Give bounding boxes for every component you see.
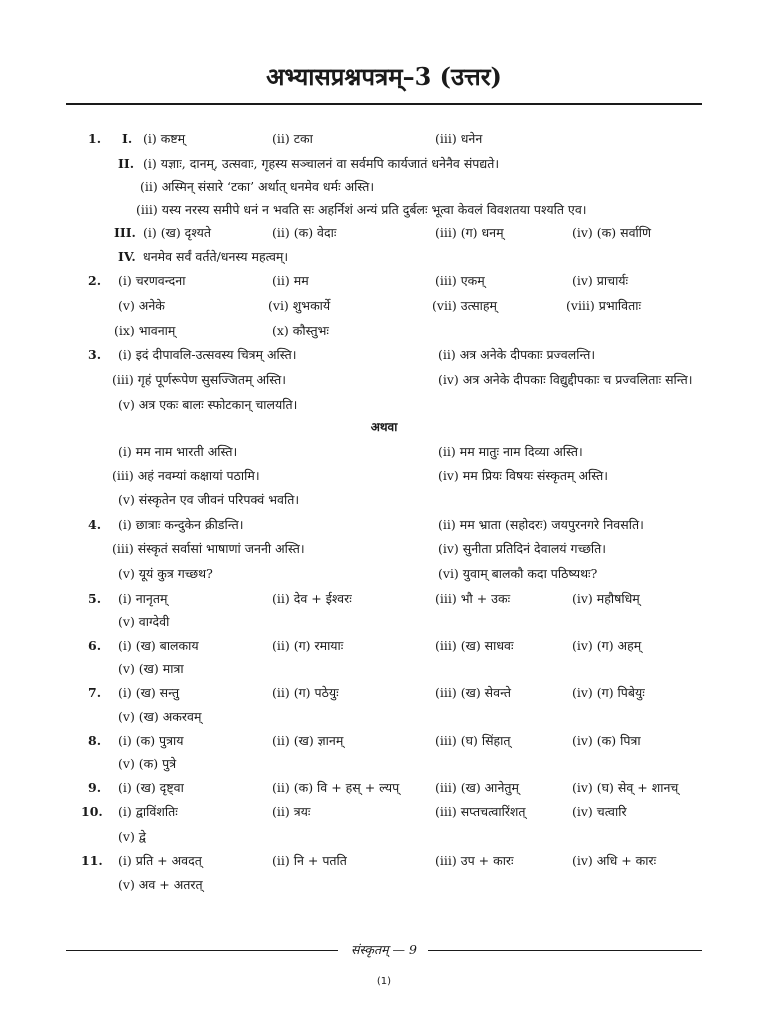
answer-text: (i) मम नाम भारती अस्ति। (118, 444, 238, 459)
answer-row (0, 682, 768, 704)
answer-text: (v) यूयं कुत्र गच्छथ? (118, 566, 213, 581)
answer-text: (iii) (ख) साधवः (435, 638, 514, 653)
answer-text: (i) द्वाविंशतिः (118, 804, 178, 819)
answer-row (0, 826, 768, 848)
title-divider (66, 103, 702, 105)
answer-text: (v) (ख) अकरवम् (118, 709, 202, 724)
answer-text: (i) नानृतम् (118, 591, 168, 606)
question-number: 2. (88, 273, 102, 288)
answer-text: (iii) (घ) सिंहात् (435, 733, 511, 748)
answer-row (0, 777, 768, 799)
answer-row (0, 563, 768, 585)
answer-row (0, 369, 768, 391)
answer-text: (iv) (ग) पिबेयुः (572, 685, 645, 700)
answer-text: (iii) यस्य नरस्य समीपे धनं न भवति सः अहर्निशं अन्यं प्रति दुर्बलः भूत्वा केवलं विवशतया पश्यति एव। (136, 202, 587, 217)
question-number: 1. (88, 131, 102, 146)
answer-text: (iii) (ख) सेवन्ते (435, 685, 512, 700)
answer-text: (iii) (ख) आनेतुम् (435, 780, 519, 795)
answer-text: (x) कौस्तुभः (272, 323, 329, 338)
sub-question-label: IV. (118, 249, 136, 264)
question-number: 3. (88, 347, 102, 362)
answer-text: (iv) (ग) अहम् (572, 638, 642, 653)
answer-row (0, 538, 768, 560)
answer-text: (i) चरणवन्दना (118, 273, 186, 288)
answer-row (0, 465, 768, 487)
sub-question-label: I. (122, 131, 133, 146)
answer-row (0, 730, 768, 752)
answer-text: (iii) धनेन (435, 131, 483, 146)
answer-text: (ii) टका (272, 131, 313, 146)
answer-row (0, 850, 768, 872)
answer-text: (iv) (क) पित्रा (572, 733, 641, 748)
answer-row (0, 514, 768, 536)
answer-text: (iv) महौषधिम् (572, 591, 640, 606)
answer-text: (vi) शुभकार्ये (268, 298, 331, 313)
answer-row (0, 222, 768, 244)
answer-text: (ii) मम मातुः नाम दिव्या अस्ति। (438, 444, 583, 459)
answer-text: (iii) गृहं पूर्णरूपेण सुसज्जितम् अस्ति। (112, 372, 286, 387)
answer-text: (ii) (ग) रमायाः (272, 638, 344, 653)
sub-question-label: III. (114, 225, 136, 240)
answer-text: (i) (ख) बालकाय (118, 638, 199, 653)
answer-row (0, 635, 768, 657)
answer-text: (ii) त्रयः (272, 804, 311, 819)
answer-text: (ii) मम (272, 273, 309, 288)
answer-text: (viii) प्रभाविताः (566, 298, 641, 313)
question-number: 8. (88, 733, 102, 748)
answer-text: (iv) (क) सर्वाणि (572, 225, 652, 240)
answer-text: (ii) (क) वेदाः (272, 225, 337, 240)
answer-row (0, 199, 768, 221)
answer-text: (i) प्रति + अवदत् (118, 853, 202, 868)
question-number: 10. (81, 804, 103, 819)
answer-row (0, 344, 768, 366)
answer-text: (iii) एकम् (435, 273, 485, 288)
answer-row (0, 295, 768, 317)
answer-text: (ii) मम भ्राता (सहोदरः) जयपुरनगरे निवसति। (438, 517, 644, 532)
answer-text: (i) कष्टम् (143, 131, 186, 146)
answer-text: (iv) प्राचार्यः (572, 273, 629, 288)
answer-text: (iii) सप्तचत्वारिंशत् (435, 804, 526, 819)
answer-text: (iv) मम प्रियः विषयः संस्कृतम् अस्ति। (438, 468, 608, 483)
answer-row (0, 176, 768, 198)
answer-row (0, 153, 768, 175)
answer-row (0, 128, 768, 150)
answer-text: (ii) (ग) पठेयुः (272, 685, 339, 700)
answer-text: (i) छात्राः कन्दुकेन क्रीडन्ति। (118, 517, 244, 532)
answer-text: (v) (ख) मात्रा (118, 661, 184, 676)
answer-text: (v) वाग्देवी (118, 614, 170, 629)
answer-text: (ii) अस्मिन् संसारे ‘टका’ अर्थात् धनमेव धर्मः अस्ति। (140, 179, 375, 194)
answer-text: (v) अनेके (118, 298, 165, 313)
answer-text: (ii) अत्र अनेके दीपकाः प्रज्वलन्ति। (438, 347, 596, 362)
answer-row (0, 246, 768, 268)
answer-text: (v) द्वे (118, 829, 146, 844)
answer-row (0, 753, 768, 775)
answer-text: (i) (ख) दृष्ट्वा (118, 780, 184, 795)
question-number: 4. (88, 517, 102, 532)
answer-text: (v) (क) पुत्रे (118, 756, 177, 771)
answer-text: (v) अत्र एकः बालः स्फोटकान् चालयति। (118, 397, 298, 412)
answer-text: (iii) (ग) धनम् (435, 225, 504, 240)
answer-row (0, 801, 768, 823)
answer-text: (ii) (ख) ज्ञानम् (272, 733, 344, 748)
answer-text: (iv) (घ) सेव् + शानच् (572, 780, 679, 795)
question-number: 7. (88, 685, 102, 700)
question-number: 11. (81, 853, 103, 868)
answer-text: (iii) अहं नवम्यां कक्षायां पठामि। (112, 468, 260, 483)
page-number: (1) (376, 976, 392, 987)
answer-row (0, 874, 768, 896)
answer-row (0, 441, 768, 463)
answer-text: (iii) उप + कारः (435, 853, 514, 868)
answer-text: (iv) अत्र अनेके दीपकाः विद्युद्दीपकाः च प्रज्वलिताः सन्ति। (438, 372, 693, 387)
answer-text: (i) (क) पुत्राय (118, 733, 184, 748)
answer-text: (v) अव + अतरत् (118, 877, 203, 892)
answer-text: (vi) युवाम् बालकौ कदा पठिष्यथः? (438, 566, 598, 581)
answer-text: (i) यज्ञाः, दानम्, उत्सवाः, गृहस्य सञ्चालनं वा सर्वमपि कार्यजातं धनेनैव संपद्यते। (143, 156, 500, 171)
answer-text: (iv) चत्वारि (572, 804, 627, 819)
answer-row (0, 270, 768, 292)
answer-text: (i) (ख) सन्तु (118, 685, 180, 700)
answer-text: (i) इदं दीपावलि-उत्सवस्य चित्रम् अस्ति। (118, 347, 297, 362)
sub-question-label: II. (118, 156, 135, 171)
answer-row (0, 320, 768, 342)
answer-text: धनमेव सर्वं वर्तते/धनस्य महत्वम्। (143, 249, 289, 264)
athava-heading: अथवा (370, 420, 398, 434)
answer-row (0, 588, 768, 610)
answer-text: (iii) भौ + उकः (435, 591, 511, 606)
question-number: 9. (88, 780, 102, 795)
answer-row (0, 706, 768, 728)
answer-row (0, 658, 768, 680)
answer-text: (iii) संस्कृतं सर्वासां भाषाणां जननी अस्ति। (112, 541, 305, 556)
question-number: 6. (88, 638, 102, 653)
answer-text: (ii) नि + पतति (272, 853, 347, 868)
page-title: अभ्यासप्रश्नपत्रम्–3 (उत्तर) (266, 62, 502, 91)
answer-row (0, 394, 768, 416)
answer-text: (i) (ख) दृश्यते (143, 225, 212, 240)
answer-row (0, 611, 768, 633)
footer-subject-label: संस्कृतम् — 9 (351, 942, 417, 957)
answer-text: (ii) देव + ईश्वरः (272, 591, 352, 606)
answer-text: (iv) अधि + कारः (572, 853, 657, 868)
question-number: 5. (88, 591, 102, 606)
answer-text: (ix) भावनाम् (114, 323, 176, 338)
answer-text: (vii) उत्साहम् (432, 298, 498, 313)
answer-text: (v) संस्कृतेन एव जीवनं परिपक्वं भवति। (118, 492, 300, 507)
answer-row (0, 489, 768, 511)
answer-text: (ii) (क) वि + हस् + ल्यप् (272, 780, 400, 795)
answer-text: (iv) सुनीता प्रतिदिनं देवालयं गच्छति। (438, 541, 607, 556)
